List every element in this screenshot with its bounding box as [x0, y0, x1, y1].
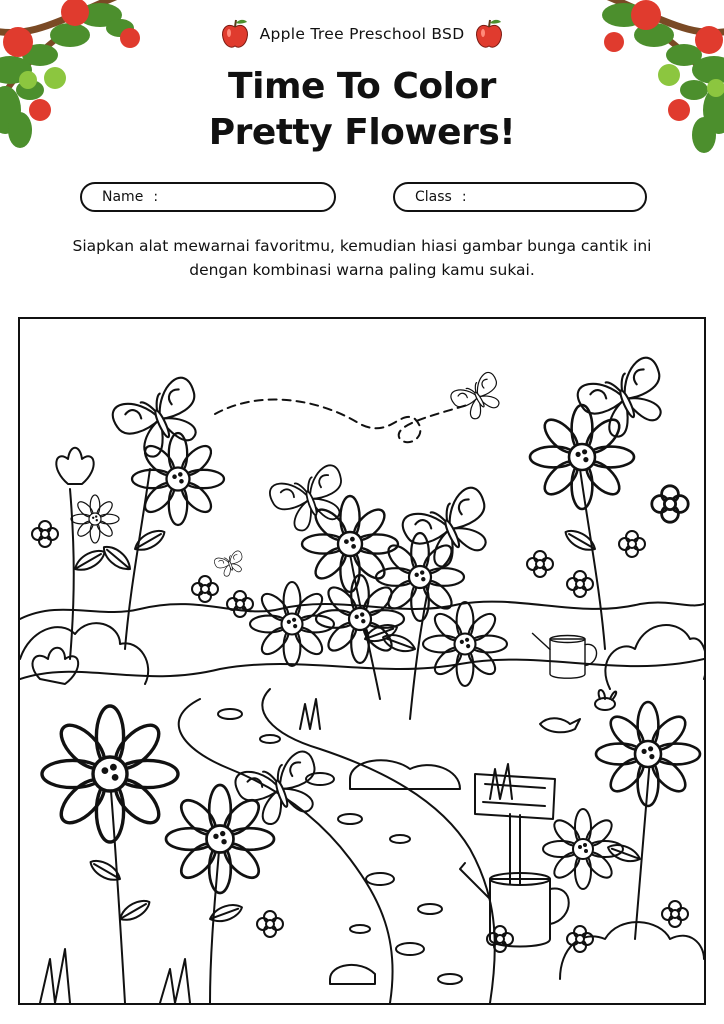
coloring-illustration [18, 317, 706, 1005]
school-name: Apple Tree Preschool BSD [259, 25, 465, 43]
name-separator: : [153, 189, 159, 205]
name-label: Name [102, 189, 144, 205]
school-header [0, 18, 724, 50]
instructions-text: Siapkan alat mewarnai favoritmu, kemudian hiasi gambar bunga cantik ini dengan kombinasi warna paling kamu sukai. [72, 237, 652, 279]
apple-icon [220, 18, 250, 50]
class-field[interactable] [393, 182, 647, 212]
title-line-1: Time To Color [228, 66, 496, 107]
class-separator: : [461, 189, 467, 205]
page-title [0, 64, 724, 156]
apple-icon [474, 18, 504, 50]
name-field[interactable] [80, 182, 336, 212]
class-label: Class [415, 189, 452, 205]
title-line-2: Pretty Flowers! [208, 112, 516, 153]
